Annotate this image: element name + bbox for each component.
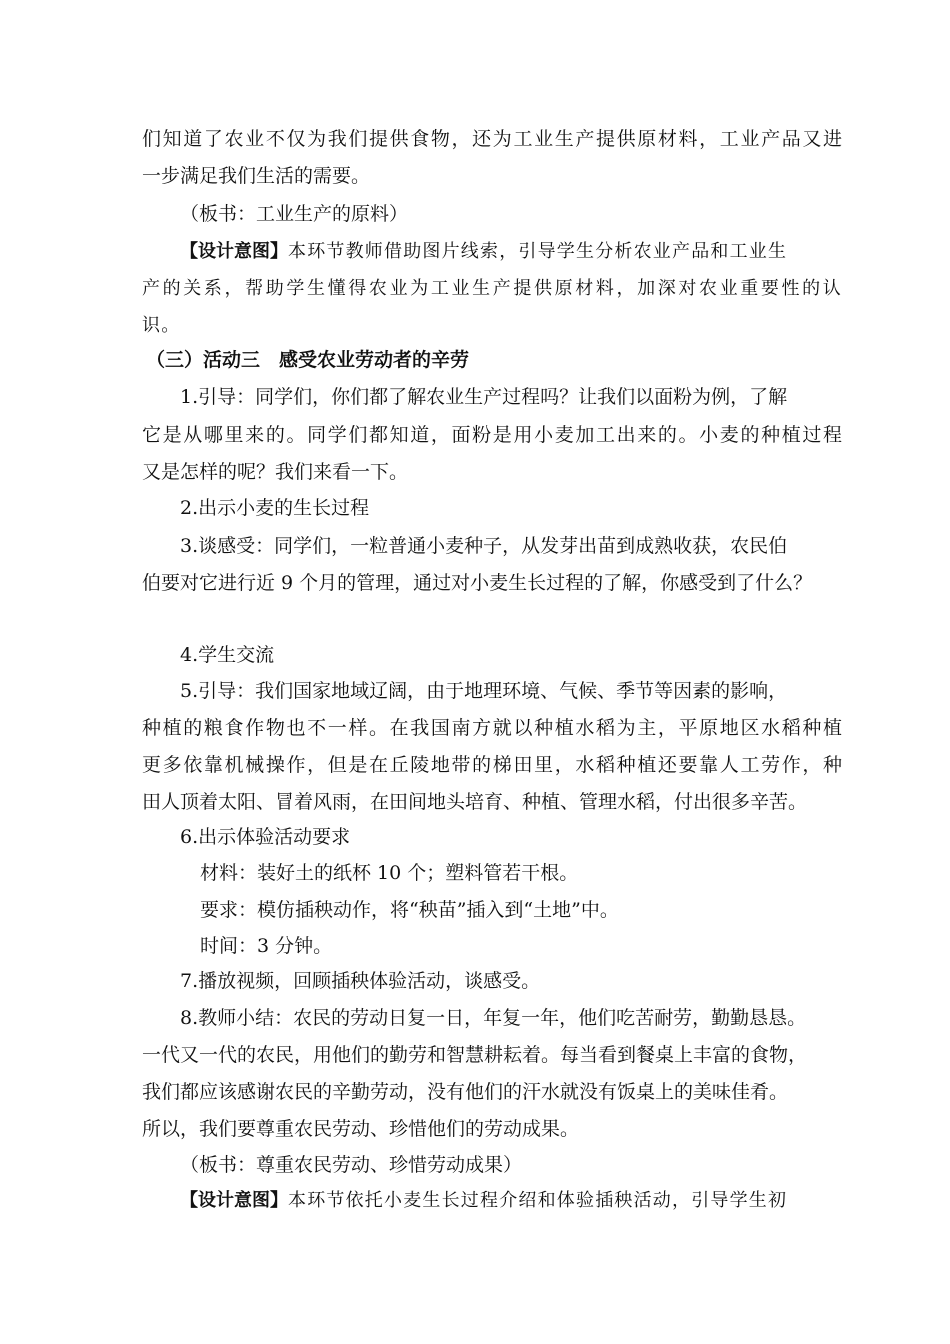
paragraph-line: 们知道了农业不仅为我们提供食物，还为工业生产提供原材料，工业产品又进 — [142, 128, 842, 150]
design-intent-text: 本环节依托小麦生长过程介绍和体验插秧活动，引导学生初 — [288, 1190, 788, 1211]
paragraph-line: 一代又一代的农民，用他们的勤劳和智慧耕耘着。每当看到餐桌上丰富的食物， — [142, 1044, 808, 1066]
paragraph-line: 田人顶着太阳、冒着风雨，在田间地头培育、种植、管理水稻，付出很多辛苦。 — [142, 791, 808, 813]
list-item: 7.播放视频，回顾插秧体验活动，谈感受。 — [180, 970, 541, 992]
paragraph-line: 5.引导：我们国家地域辽阔，由于地理环境、气候、季节等因素的影响， — [180, 680, 788, 702]
paragraph-line: 8.教师小结：农民的劳动日复一日，年复一年，他们吃苦耐劳，勤勤恳恳。 — [180, 1007, 807, 1029]
design-intent-tag: 【设计意图】 — [180, 1190, 288, 1211]
paragraph-line: 种植的粮食作物也不一样。在我国南方就以种植水稻为主，平原地区水稻种植 — [142, 717, 842, 739]
paragraph-line: 伯要对它进行近 9 个月的管理，通过对小麦生长过程的了解，你感受到了什么？ — [142, 572, 813, 594]
design-intent-text: 本环节教师借助图片线索，引导学生分析农业产品和工业生 — [288, 241, 788, 262]
list-item: 6.出示体验活动要求 — [180, 826, 351, 848]
paragraph-line: 1.引导：同学们，你们都了解农业生产过程吗？让我们以面粉为例，了解 — [180, 386, 788, 408]
requirement-line: 时间：3 分钟。 — [200, 935, 333, 957]
requirement-line: 要求：模仿插秧动作，将“秧苗”插入到“土地”中。 — [200, 899, 619, 921]
design-intent-line — [180, 239, 842, 265]
paragraph-line: 又是怎样的呢？我们来看一下。 — [142, 461, 409, 483]
paragraph-line: 一步满足我们生活的需要。 — [142, 165, 371, 187]
list-item: 4.学生交流 — [180, 644, 275, 666]
board-note: （板书：工业生产的原料） — [180, 203, 409, 225]
design-intent-tag: 【设计意图】 — [180, 241, 288, 262]
paragraph-line: 更多依靠机械操作，但是在丘陵地带的梯田里，水稻种植还要靠人工劳作，种 — [142, 754, 842, 776]
design-intent-line: 产的关系，帮助学生懂得农业为工业生产提供原材料，加深对农业重要性的认 — [142, 278, 842, 299]
paragraph-line: 3.谈感受：同学们，一粒普通小麦种子，从发芽出苗到成熟收获，农民伯 — [180, 535, 788, 557]
design-intent-line: 识。 — [142, 315, 181, 336]
paragraph-line: 我们都应该感谢农民的辛勤劳动，没有他们的汗水就没有饭桌上的美味佳肴。 — [142, 1081, 789, 1103]
section-heading: （三）活动三 感受农业劳动者的辛劳 — [146, 349, 470, 371]
design-intent-line — [180, 1188, 842, 1214]
list-item: 2.出示小麦的生长过程 — [180, 497, 370, 519]
board-note: （板书：尊重农民劳动、珍惜劳动成果） — [180, 1154, 523, 1176]
paragraph-line: 所以，我们要尊重农民劳动、珍惜他们的劳动成果。 — [142, 1118, 580, 1140]
paragraph-line: 它是从哪里来的。同学们都知道，面粉是用小麦加工出来的。小麦的种植过程 — [142, 424, 842, 446]
requirement-line: 材料：装好土的纸杯 10 个；塑料管若干根。 — [200, 862, 579, 884]
